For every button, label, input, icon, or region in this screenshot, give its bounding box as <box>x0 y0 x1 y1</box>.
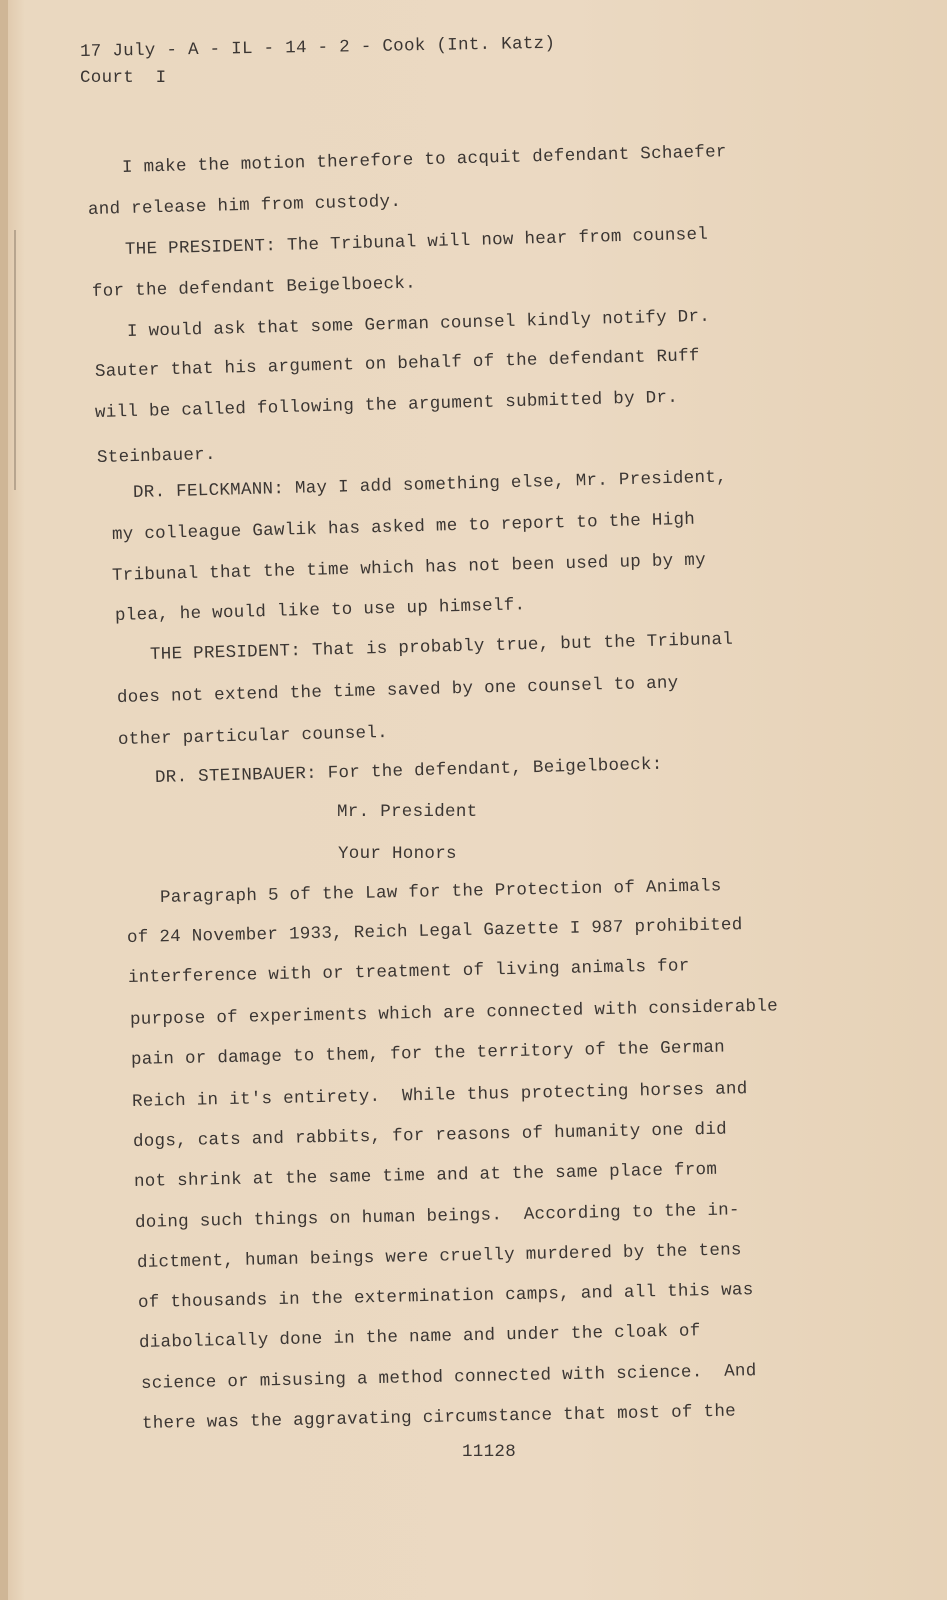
paragraph-line: of 24 November 1933, Reich Legal Gazette I 987 prohibited <box>126 915 743 948</box>
paragraph-line: Paragraph 5 of the Law for the Protection of Animals <box>159 876 722 908</box>
body-line: does not extend the time saved by one counsel to any <box>116 673 679 708</box>
paragraph-line: not shrink at the same time and at the same place from <box>133 1159 718 1192</box>
body-line: I would ask that some German counsel kindly notify Dr. <box>126 306 711 342</box>
paragraph-line: purpose of experiments which are connected with considerable <box>129 996 779 1030</box>
paragraph-line: dictment, human beings were cruelly murdered by the tens <box>136 1240 742 1273</box>
body-line: my colleague Gawlik has asked me to report to the High <box>111 509 696 545</box>
header-line-1: 17 July - A - IL - 14 - 2 - Cook (Int. Katz) <box>79 33 556 62</box>
paragraph-line: Reich in it's entirety. While thus protecting horses and <box>131 1079 748 1112</box>
page-number: 11128 <box>462 1442 517 1462</box>
body-line: and release him from custody. <box>87 191 402 220</box>
paragraph-line: pain or damage to them, for the territory of the German <box>130 1037 726 1070</box>
paragraph-line: dogs, cats and rabbits, for reasons of humanity one did <box>132 1119 728 1152</box>
salutation-line: Your Honors <box>338 844 457 864</box>
paragraph-line: diabolically done in the name and under the cloak of <box>138 1321 701 1353</box>
paragraph-line: science or misusing a method connected with science. And <box>140 1361 757 1394</box>
page-edge <box>0 0 8 1600</box>
body-line: DR. STEINBAUER: For the defendant, Beigelboeck: <box>154 754 663 788</box>
paragraph-line: doing such things on human beings. According to the in- <box>134 1200 740 1233</box>
body-line: Steinbauer. <box>96 444 217 468</box>
paragraph-line: interference with or treatment of living animals for <box>127 956 690 988</box>
body-line: will be called following the argument submitted by Dr. <box>94 387 679 423</box>
body-line: THE PRESIDENT: The Tribunal will now hear from counsel <box>124 224 709 260</box>
body-line: Sauter that his argument on behalf of the defendant Ruff <box>94 346 700 382</box>
body-line: for the defendant Beigelboeck. <box>91 273 417 302</box>
body-line: other particular counsel. <box>117 722 389 750</box>
header-line-2: Court I <box>80 68 167 88</box>
body-line: DR. FELCKMANN: May I add something else, Mr. President, <box>132 467 728 503</box>
salutation-line: Mr. President <box>337 802 478 822</box>
body-line: Tribunal that the time which has not been used up by my <box>111 550 707 586</box>
paragraph-line: there was the aggravating circumstance that most of the <box>141 1401 737 1434</box>
body-line: I make the motion therefore to acquit defendant Schaefer <box>121 142 727 178</box>
page-tear <box>14 230 16 490</box>
paragraph-line: of thousands in the extermination camps, and all this was <box>137 1280 754 1313</box>
body-line: THE PRESIDENT: That is probably true, but the Tribunal <box>149 629 734 665</box>
body-line: plea, he would like to use up himself. <box>114 595 526 626</box>
